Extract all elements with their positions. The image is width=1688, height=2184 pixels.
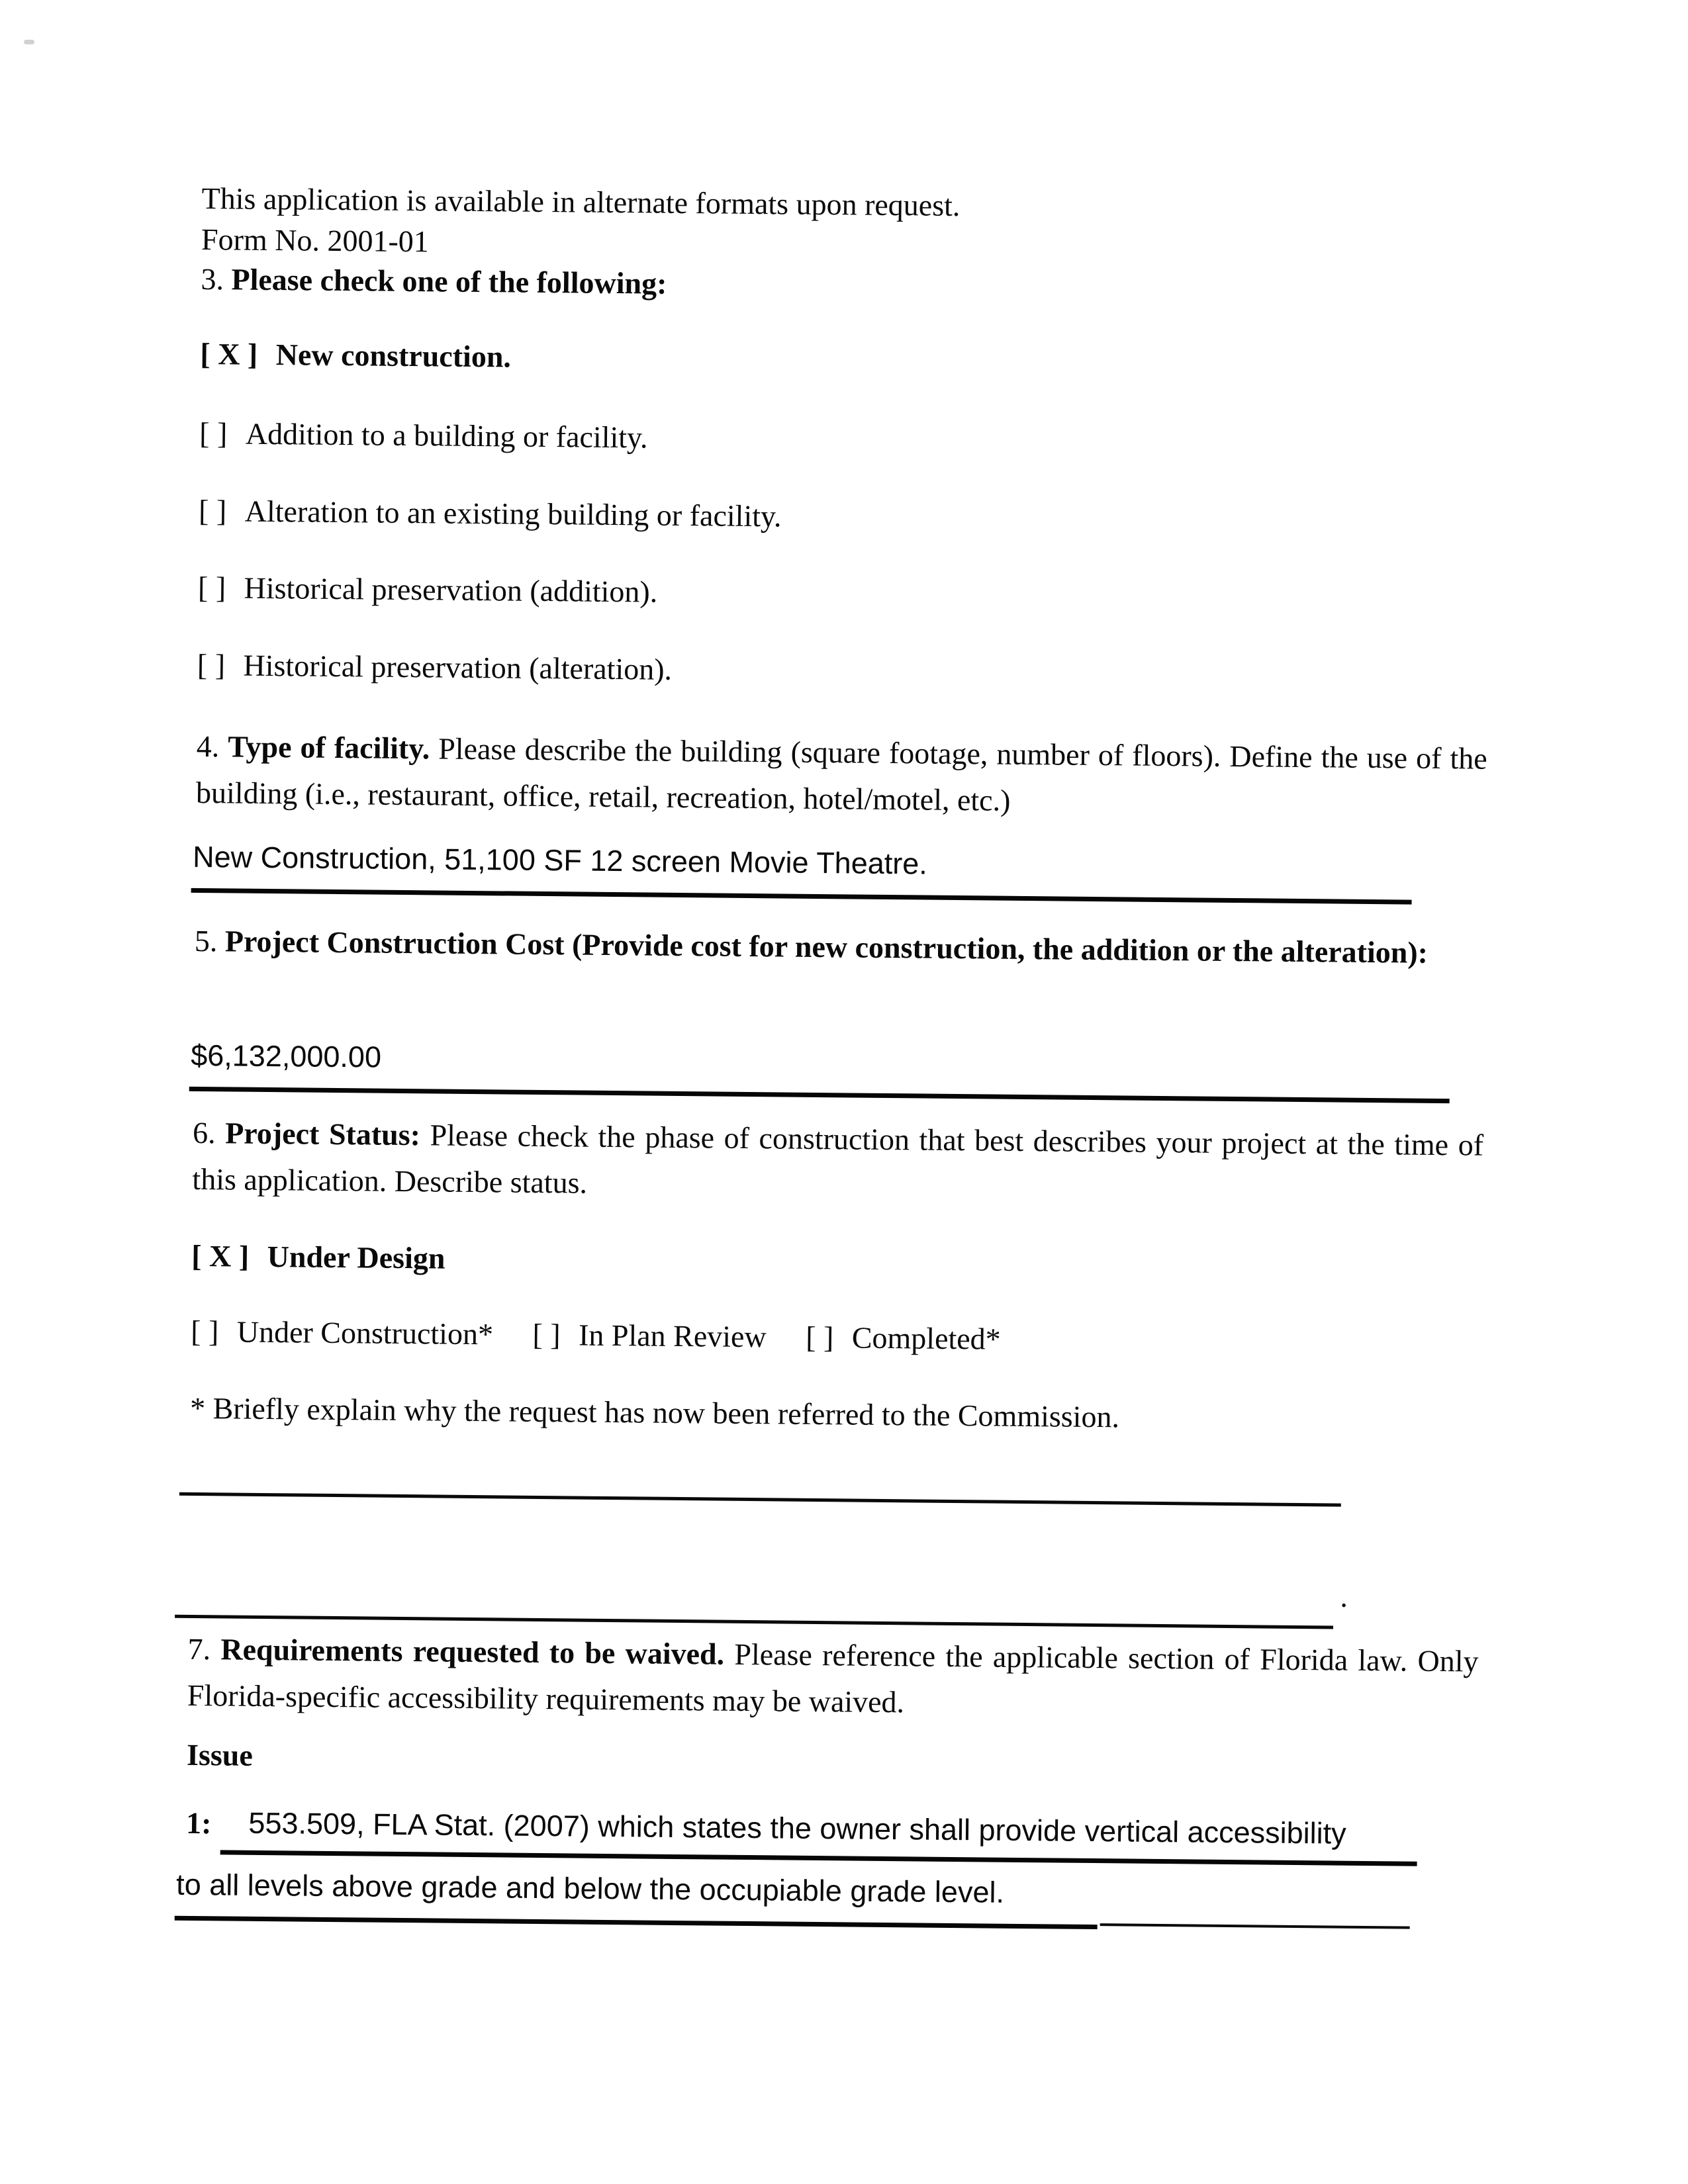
- section6-number: 6.: [192, 1115, 216, 1150]
- section5-number: 5.: [194, 923, 218, 958]
- section4-paragraph: [196, 723, 1487, 829]
- checkbox-in-plan-review: [532, 1312, 767, 1360]
- checkbox-mark: [ X ]: [191, 1238, 250, 1273]
- construction-cost-answer: $6,132,000.00: [190, 1038, 382, 1074]
- explanation-blank-line-1: [179, 1492, 1341, 1507]
- explanation-blank-line-2-row: [175, 1545, 1348, 1614]
- issue-line-continuation: [1100, 1923, 1410, 1929]
- section5-paragraph: [195, 918, 1486, 977]
- checkbox-mark: [ ]: [198, 493, 227, 528]
- checkbox-label: Addition to a building or facility.: [245, 416, 648, 455]
- checkbox-under-design: [191, 1233, 1483, 1292]
- issue-item-number: 1:: [185, 1805, 212, 1841]
- line-end-period: .: [1340, 1579, 1348, 1614]
- checkbox-label: Under Design: [267, 1240, 445, 1275]
- issue-item-1-line-2: [175, 1862, 1098, 1929]
- checkbox-mark: [ ]: [199, 416, 228, 451]
- checkbox-label: Historical preservation (addition).: [244, 570, 658, 609]
- checkbox-completed: [806, 1314, 1001, 1363]
- alternate-formats-note: This application is available in alternate formats upon request.: [201, 181, 961, 222]
- section3-title: Please check one of the following:: [231, 262, 667, 300]
- checkbox-mark: [ ]: [190, 1314, 219, 1349]
- checkbox-new-construction: [200, 331, 1491, 390]
- issue-label: Issue: [186, 1737, 254, 1772]
- section6-body: Please check the phase of construction that best describes your project at the time of this application. Describe status.: [192, 1118, 1484, 1200]
- section7-paragraph: [187, 1626, 1479, 1731]
- issue-item-1-line-1: [186, 1800, 1418, 1866]
- checkbox-label: Historical preservation (alteration).: [243, 648, 673, 686]
- section4-title: Type of facility.: [228, 729, 430, 766]
- type-of-facility-answer-line: [191, 834, 1413, 905]
- checkbox-label: Completed*: [851, 1320, 1001, 1356]
- checkbox-alteration: [199, 488, 1490, 547]
- section6-paragraph: [192, 1110, 1483, 1215]
- status-footnote: * Briefly explain why the request has now been referred to the Commission.: [189, 1390, 1120, 1434]
- checkbox-label: New construction.: [275, 338, 512, 374]
- checkbox-label: In Plan Review: [578, 1318, 767, 1354]
- checkbox-addition: [199, 410, 1491, 469]
- checkbox-label: Under Construction*: [236, 1314, 494, 1351]
- scan-artifact-speck: [24, 40, 34, 44]
- checkbox-label: Alteration to an existing building or facility.: [244, 494, 782, 533]
- issue-item-text-line-2: to all levels above grade and below the occupiable grade level.: [175, 1867, 1005, 1909]
- issue-item-text-line-1: 553.509, FLA Stat. (2007) which states the owner shall provide vertical accessibility: [220, 1803, 1417, 1866]
- section3-number: 3.: [201, 261, 224, 296]
- construction-cost-answer-line: [189, 1032, 1450, 1103]
- section7-number: 7.: [187, 1631, 211, 1666]
- form-number: Form No. 2001-01: [201, 222, 430, 259]
- checkbox-mark: [ ]: [197, 570, 226, 605]
- section7-body: Please reference the applicable section of Florida law. Only Florida-specific accessibility requirements may be waived.: [187, 1637, 1479, 1719]
- section6-title: Project Status:: [224, 1116, 421, 1152]
- checkbox-mark: [ X ]: [200, 336, 258, 371]
- section4-body: Please describe the building (square footage, number of floors). Define the use of the building (i.e., restaurant, office, retail, recreation, hotel/motel, etc.): [195, 731, 1487, 817]
- section7-title: Requirements requested to be waived.: [220, 1632, 725, 1671]
- checkbox-mark: [ ]: [197, 647, 226, 682]
- checkbox-historical-addition: [198, 565, 1489, 623]
- checkbox-under-construction: [191, 1308, 493, 1357]
- type-of-facility-answer: New Construction, 51,100 SF 12 screen Movie Theatre.: [192, 839, 928, 881]
- section4-number: 4.: [196, 729, 220, 764]
- form-content: [175, 175, 1493, 2107]
- section5-title: Project Construction Cost (Provide cost for new construction, the addition or the alteration):: [224, 924, 1429, 970]
- checkbox-mark: [ ]: [532, 1317, 561, 1352]
- checkbox-mark: [ ]: [805, 1320, 834, 1355]
- checkbox-historical-alteration: [197, 642, 1489, 701]
- status-options-row: [191, 1308, 1482, 1367]
